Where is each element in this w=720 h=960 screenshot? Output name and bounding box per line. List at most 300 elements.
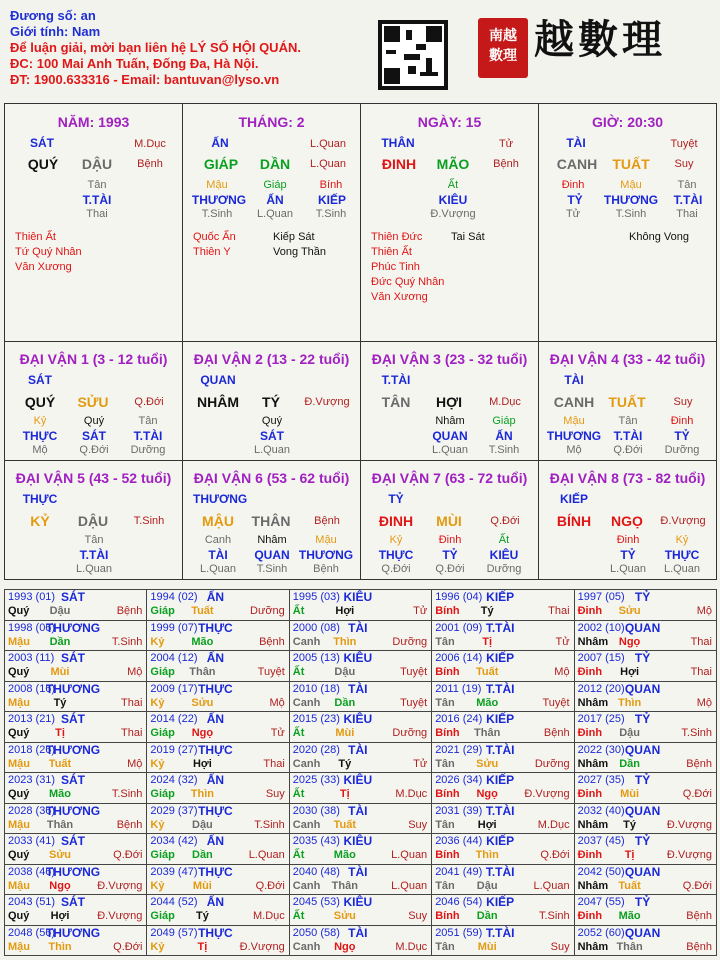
year-cell (431, 681, 574, 713)
year-cell (4, 681, 147, 713)
year-stem: Kỷ (150, 940, 165, 953)
address: ĐC: 100 Mai Anh Tuấn, Đống Đa, Hà Nội. (10, 56, 259, 71)
hidden-god: THƯƠNG (298, 548, 354, 562)
dai-van-title: ĐẠI VẬN 4 (33 - 42 tuổi) (549, 351, 706, 367)
qr-code-icon[interactable] (378, 20, 448, 90)
year-label: 2049 (57) (150, 926, 198, 939)
year-branch: Hợi (477, 818, 497, 831)
ten-god: ẤN (206, 895, 225, 909)
year-cell (431, 742, 574, 774)
owner-name: Đương số: an (10, 8, 96, 23)
year-stage: Mộ (696, 696, 712, 709)
year-cell (146, 620, 289, 652)
year-cell (431, 620, 574, 652)
year-cell (4, 894, 147, 926)
year-stem: Tân (435, 635, 455, 648)
year-stage: L.Quan (533, 879, 570, 892)
year-cell (431, 772, 574, 804)
hidden-stem: Quý (261, 415, 283, 427)
dai-van-7 (360, 460, 539, 580)
ten-god: SÁT (28, 373, 52, 387)
year-stem: Bính (435, 910, 460, 922)
stage: L.Quan (309, 138, 347, 150)
hidden-god: TỶ (620, 548, 636, 562)
hidden-stage: Tử (565, 208, 581, 220)
year-branch: Mão (476, 696, 499, 709)
ten-god: KIÊU (343, 651, 373, 665)
year-cell (4, 803, 147, 835)
year-branch: Tuất (475, 666, 499, 678)
year-cell (289, 620, 432, 652)
year-stage: Mộ (696, 605, 712, 617)
year-stem: Bính (435, 605, 460, 617)
ten-god: T.TÀI (485, 620, 515, 635)
year-stage: L.Quan (391, 879, 428, 892)
hidden-stage: Q.Đới (435, 563, 465, 575)
branch-stage: Bệnh (314, 515, 340, 527)
hidden-god: ẤN (495, 429, 513, 443)
hidden-god: TỶ (567, 193, 583, 207)
hidden-god: QUAN (432, 429, 468, 443)
pillar-1 (4, 103, 183, 342)
dai-van-title: ĐẠI VẬN 3 (23 - 32 tuổi) (371, 351, 528, 367)
year-stage: Suy (408, 910, 428, 922)
year-cell (574, 803, 717, 835)
auspicious-star: Quốc Ấn (193, 231, 236, 243)
hidden-stem: Tân (138, 415, 158, 427)
year-cell (146, 833, 289, 865)
yearly-table (4, 589, 716, 955)
year-branch: Tý (195, 910, 209, 922)
year-cell (146, 742, 289, 774)
hidden-stem: Nhâm (435, 415, 465, 427)
ten-god: ẤN (211, 136, 229, 150)
year-stage: Thai (548, 605, 570, 617)
year-stem: Quý (8, 605, 30, 617)
year-stage: Đ.Vượng (239, 940, 285, 953)
ten-god: KIẾP (486, 773, 515, 787)
year-stem: Đinh (577, 849, 603, 861)
year-branch: Mùi (50, 666, 70, 678)
hidden-stem: Quý (83, 415, 105, 427)
year-label: 2027 (35) (577, 774, 625, 786)
year-stem: Quý (8, 727, 30, 739)
year-cell (289, 925, 432, 957)
ten-god: TỶ (634, 773, 651, 787)
pillar-3 (360, 103, 539, 342)
hidden-stem: Đinh (561, 179, 585, 191)
year-cell (289, 589, 432, 621)
year-stem: Nhâm (577, 696, 609, 709)
year-label: 2018 (26) (8, 743, 56, 756)
year-label: 1994 (02) (150, 591, 198, 603)
year-stem: Mậu (8, 696, 30, 709)
ten-god: THƯƠNG (45, 925, 101, 940)
year-stem: Giáp (150, 605, 175, 617)
earthly-branch: DẦN (259, 156, 291, 172)
year-label: 2029 (37) (150, 804, 198, 817)
year-cell (574, 772, 717, 804)
year-label: 2020 (28) (292, 743, 340, 756)
branch-stage: Q.Đới (134, 396, 164, 408)
hidden-god: THỰC (664, 548, 700, 562)
year-stem: Kỷ (150, 757, 165, 770)
year-stem: Giáp (150, 727, 175, 739)
year-label: 2011 (19) (435, 682, 482, 695)
year-cell (431, 925, 574, 957)
year-branch: Tý (480, 605, 494, 617)
stage: M.Dục (134, 138, 166, 150)
year-label: 2015 (23) (292, 713, 340, 725)
year-cell (431, 894, 574, 926)
year-stem: Ất (292, 849, 305, 861)
year-stage: Tử (413, 757, 428, 770)
year-cell (574, 711, 717, 743)
year-cell (4, 711, 147, 743)
year-label: 1993 (01) (8, 591, 56, 603)
ten-god: TỶ (634, 712, 651, 726)
year-stem: Nhâm (577, 635, 609, 648)
branch-stage: Đ.Vượng (660, 515, 706, 527)
year-cell (574, 589, 717, 621)
year-label: 2032 (40) (577, 804, 625, 817)
year-branch: Mùi (620, 788, 640, 800)
year-cell (289, 681, 432, 713)
ten-god: QUAN (624, 925, 661, 940)
year-stem: Đinh (577, 666, 603, 678)
ten-god: T.TÀI (485, 925, 515, 940)
year-label: 2042 (50) (577, 865, 625, 878)
year-branch: Tuất (618, 879, 641, 892)
year-cell (4, 925, 147, 957)
inauspicious-star: Không Vong (629, 231, 689, 243)
ten-god: THỰC (198, 620, 233, 635)
year-branch: Dậu (619, 727, 640, 739)
hidden-god: THƯƠNG (603, 193, 659, 207)
year-stem: Canh (292, 879, 321, 892)
year-label: 2047 (55) (577, 896, 625, 908)
year-stem: Canh (292, 940, 321, 953)
auspicious-star: Thiên Ất (15, 231, 56, 243)
hidden-god: T.TÀI (613, 429, 643, 443)
year-branch: Sửu (476, 757, 499, 770)
year-branch: Dần (49, 635, 71, 648)
hidden-god: T.TÀI (133, 429, 163, 443)
heavenly-stem: CANH (556, 156, 598, 172)
hidden-stage: Mộ (32, 444, 48, 456)
ten-god: TỶ (634, 651, 651, 665)
year-stem: Ất (292, 788, 305, 800)
year-stem: Nhâm (577, 757, 609, 770)
year-branch: Mão (618, 910, 641, 922)
year-stage: M.Dục (395, 940, 428, 953)
hidden-god: KIÊU (438, 193, 468, 207)
year-cell (431, 711, 574, 743)
year-branch: Tuất (333, 818, 356, 831)
hidden-stem: Kỷ (389, 534, 403, 546)
earthly-branch: DẬU (77, 513, 109, 529)
year-stem: Đinh (577, 605, 603, 617)
year-cell (289, 803, 432, 835)
year-cell (4, 650, 147, 682)
year-stem: Canh (292, 757, 321, 770)
dai-van-title: ĐẠI VẬN 2 (13 - 22 tuổi) (193, 351, 350, 367)
hidden-stem: Kỷ (33, 415, 47, 427)
hidden-stem: Tân (87, 179, 107, 191)
hidden-stem: Giáp (492, 415, 516, 427)
hidden-god: SÁT (82, 429, 106, 443)
year-stage: Đ.Vượng (666, 849, 712, 861)
ten-god: QUAN (624, 742, 661, 757)
year-stage: M.Dục (537, 818, 570, 831)
hidden-stage: L.Quan (609, 563, 647, 575)
hidden-stage: L.Quan (75, 563, 113, 575)
year-stage: Đ.Vượng (666, 818, 712, 831)
ten-god: KIÊU (343, 712, 373, 726)
ten-god: ẤN (206, 590, 225, 604)
stage: Tuyệt (670, 138, 698, 150)
ten-god: ẤN (206, 712, 225, 726)
year-stem: Kỷ (150, 879, 165, 892)
year-label: 2019 (27) (150, 743, 198, 756)
year-stem: Tân (435, 757, 455, 770)
year-stage: Đ.Vượng (524, 788, 570, 800)
earthly-branch: TÝ (262, 394, 280, 410)
year-branch: Tý (53, 696, 67, 709)
ten-god: THỰC (198, 803, 233, 818)
year-stem: Bính (435, 849, 460, 861)
year-branch: Sửu (191, 696, 214, 709)
year-stage: Thai (690, 666, 712, 678)
year-branch: Hợi (192, 757, 212, 770)
hidden-stem: Đinh (438, 534, 462, 546)
year-label: 2025 (33) (292, 774, 340, 786)
year-stage: M.Dục (395, 788, 428, 800)
hidden-stem: Ất (498, 534, 510, 546)
year-label: 2034 (42) (150, 835, 198, 847)
year-stage: Q.Đới (682, 788, 712, 800)
hidden-stem: Mậu (206, 179, 228, 191)
inauspicious-star: Vong Thần (273, 246, 327, 258)
year-cell (146, 803, 289, 835)
year-label: 2004 (12) (150, 652, 198, 664)
year-stage: Bệnh (686, 910, 712, 922)
hidden-stage: L.Quan (199, 563, 237, 575)
pillar-title: NGÀY: 15 (417, 114, 482, 130)
year-cell (146, 864, 289, 896)
branch-stage: Suy (673, 396, 693, 408)
year-stem: Nhâm (577, 940, 609, 953)
auspicious-star: Thiên Đức (371, 231, 423, 243)
year-label: 1997 (05) (577, 591, 625, 603)
earthly-branch: TUẤT (612, 156, 650, 172)
auspicious-star: Thiên Y (193, 246, 231, 258)
year-branch: Tị (624, 849, 635, 861)
year-cell (574, 650, 717, 682)
ten-god: TỶ (388, 492, 404, 506)
year-branch: Hợi (50, 910, 70, 922)
year-cell (574, 681, 717, 713)
ten-god: THƯƠNG (45, 864, 101, 879)
auspicious-star: Văn Xương (15, 261, 72, 273)
year-cell (289, 742, 432, 774)
dai-van-title: ĐẠI VẬN 6 (53 - 62 tuổi) (193, 470, 350, 486)
year-cell (4, 620, 147, 652)
year-stage: Bệnh (259, 635, 285, 648)
ten-god: ẤN (206, 651, 225, 665)
year-stage: T.Sinh (539, 910, 570, 922)
year-cell (289, 650, 432, 682)
year-label: 2051 (59) (435, 926, 483, 939)
ten-god: THƯƠNG (45, 803, 101, 818)
branch-stage: M.Dục (489, 396, 521, 408)
year-cell (431, 833, 574, 865)
year-branch: Ngọ (618, 635, 641, 648)
auspicious-star: Tứ Quý Nhân (15, 246, 82, 258)
year-stage: Tuyệt (400, 666, 428, 678)
hidden-god: ẤN (266, 193, 284, 207)
ten-god: TÀI (348, 620, 368, 635)
year-label: 2030 (38) (292, 804, 340, 817)
hidden-stage: L.Quan (253, 444, 291, 456)
inauspicious-star: Tai Sát (451, 231, 485, 243)
year-branch: Ngọ (334, 940, 356, 953)
ten-god: SÁT (61, 712, 85, 726)
year-label: 2048 (56) (8, 926, 56, 939)
hidden-stage: Q.Đới (613, 444, 643, 456)
ten-god: TÀI (348, 864, 368, 879)
ten-god: T.TÀI (381, 373, 411, 387)
year-stage: Bệnh (116, 605, 143, 617)
year-label: 2001 (09) (435, 621, 483, 634)
ten-god: SÁT (61, 773, 85, 787)
year-branch: Mùi (477, 940, 497, 953)
year-label: 2036 (44) (435, 835, 483, 847)
pillars-grid (4, 103, 716, 580)
ten-god: TÀI (348, 803, 368, 818)
heavenly-stem: TÂN (381, 394, 411, 410)
year-stem: Tân (435, 879, 455, 892)
year-stage: Mộ (554, 666, 570, 678)
hidden-god: KIẾP (317, 193, 346, 207)
year-branch: Sửu (48, 849, 72, 861)
ten-god: THƯƠNG (45, 620, 101, 635)
year-label: 2039 (47) (150, 865, 198, 878)
ten-god: T.TÀI (485, 803, 515, 818)
year-cell (146, 894, 289, 926)
year-cell (431, 650, 574, 682)
year-branch: Sửu (618, 605, 641, 617)
year-stage: Mộ (127, 757, 143, 770)
year-label: 1996 (04) (435, 591, 483, 603)
hidden-stage: T.Sinh (201, 208, 233, 220)
year-stem: Ất (292, 727, 305, 739)
year-stem: Canh (292, 696, 321, 709)
pillar-2 (182, 103, 361, 342)
hidden-stem: Tân (84, 534, 104, 546)
year-label: 2033 (41) (8, 835, 56, 847)
year-stage: T.Sinh (681, 727, 712, 739)
ten-god: THỰC (198, 864, 233, 879)
hidden-stage: L.Quan (256, 208, 294, 220)
hidden-stage: Bệnh (313, 563, 339, 575)
hidden-god: T.TÀI (79, 548, 109, 562)
year-label: 2014 (22) (150, 713, 198, 725)
year-stage: M.Dục (253, 910, 285, 922)
brand-logo: 越數理 (534, 16, 666, 63)
year-stage: Tử (413, 605, 428, 617)
ten-god: SÁT (61, 590, 85, 604)
year-stem: Ất (292, 910, 305, 922)
year-branch: Thân (46, 818, 74, 831)
year-stage: L.Quan (391, 849, 428, 861)
hidden-stem: Giáp (263, 179, 287, 191)
year-stage: Q.Đới (255, 879, 285, 892)
pillar-title: GIỜ: 20:30 (591, 114, 664, 130)
hidden-stage: Dưỡng (486, 563, 522, 575)
year-stem: Mậu (8, 940, 30, 953)
hidden-stage: L.Quan (663, 563, 701, 575)
year-branch: Thân (616, 940, 643, 953)
hidden-god: THỰC (378, 548, 414, 562)
ten-god: KIÊU (343, 895, 373, 909)
year-label: 2007 (15) (577, 652, 625, 664)
ten-god: SÁT (61, 834, 85, 848)
hidden-stem: Đinh (670, 415, 694, 427)
year-stem: Quý (8, 910, 30, 922)
year-stage: Q.Đới (113, 940, 143, 953)
year-stage: Tử (555, 635, 570, 648)
year-stage: Đ.Vượng (97, 910, 143, 922)
year-cell (289, 711, 432, 743)
earthly-branch: NGỌ (611, 513, 643, 529)
pillar-4 (538, 103, 717, 342)
year-label: 2000 (08) (292, 621, 340, 634)
earthly-branch: MÃO (436, 156, 470, 172)
year-stage: Bệnh (543, 727, 570, 739)
year-branch: Hợi (335, 605, 355, 617)
pillar-title: NĂM: 1993 (57, 114, 130, 130)
branch-stage: T.Sinh (133, 515, 165, 527)
year-stem: Mậu (8, 757, 30, 770)
hidden-stage: Dưỡng (130, 444, 166, 456)
auspicious-star: Văn Xương (371, 291, 428, 303)
earthly-branch: MÙI (436, 513, 462, 529)
year-cell (289, 894, 432, 926)
year-cell (146, 772, 289, 804)
ten-god: KIẾP (486, 712, 515, 726)
earthly-branch: THÂN (251, 513, 291, 529)
ten-god: SÁT (61, 651, 85, 665)
year-branch: Tuất (191, 605, 214, 617)
year-label: 2038 (46) (8, 865, 56, 878)
hidden-stage: T.Sinh (315, 208, 347, 220)
hidden-stem: Mậu (620, 179, 642, 191)
hidden-god: TỶ (442, 548, 458, 562)
heavenly-stem: ĐINH (381, 156, 417, 172)
year-stem: Tân (435, 818, 455, 831)
year-cell (574, 864, 717, 896)
year-cell (289, 864, 432, 896)
dai-van-5 (4, 460, 183, 580)
year-label: 2052 (60) (577, 926, 625, 939)
year-branch: Ngọ (49, 879, 71, 892)
year-stage: Tuyệt (257, 666, 285, 678)
heavenly-stem: QUÝ (27, 156, 59, 172)
year-cell (4, 589, 147, 621)
ten-god: THỰC (198, 681, 233, 696)
hidden-stem: Mậu (315, 534, 337, 546)
